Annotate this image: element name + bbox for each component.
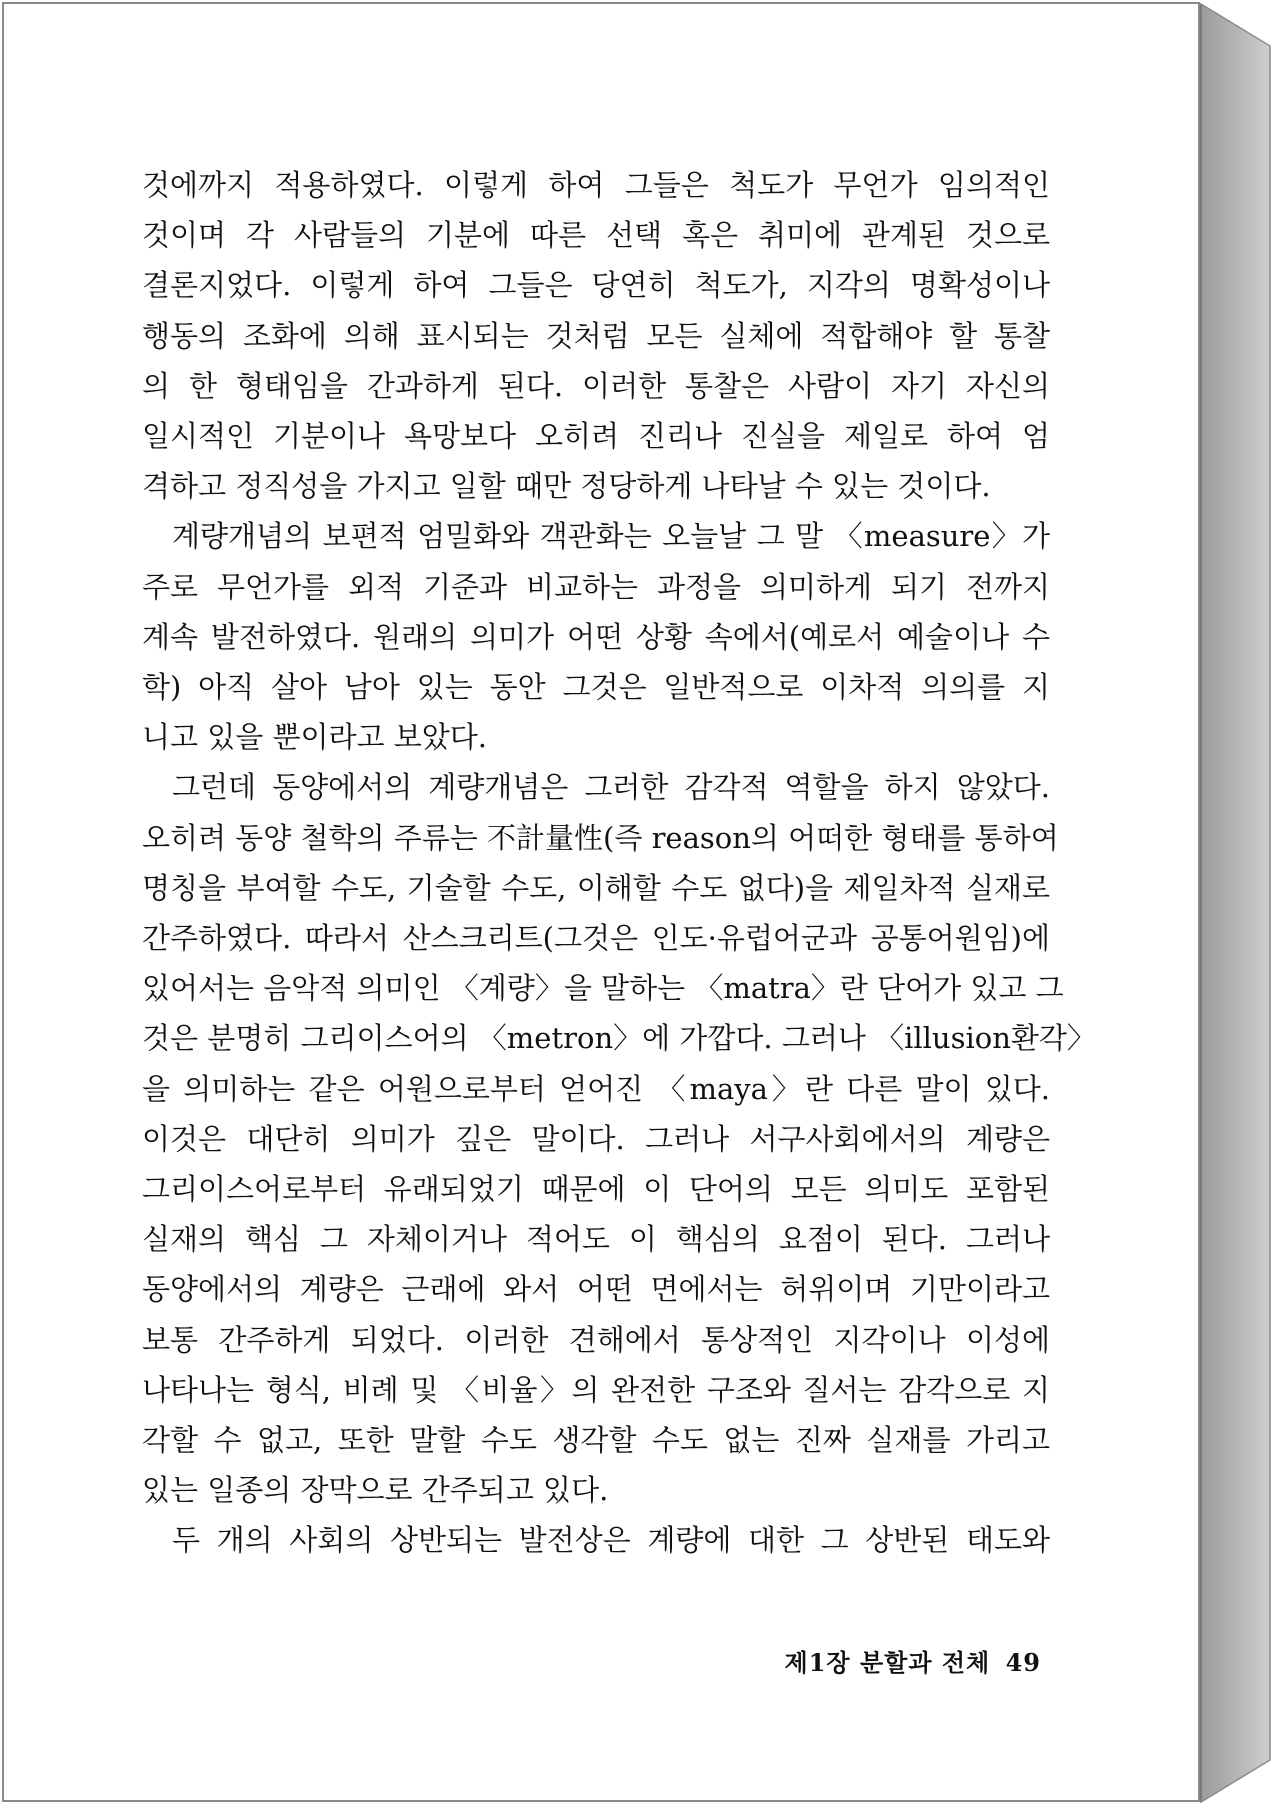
text-line: 간주하였다. 따라서 산스크리트(그것은 인도·유럽어군과 공통어원임)에 xyxy=(142,921,1050,956)
page-number: 49 xyxy=(1005,1648,1041,1677)
text-line: 계속 발전하였다. 원래의 의미가 어떤 상황 속에서(예로서 예술이나 수 xyxy=(142,619,1050,654)
body-text xyxy=(142,160,1096,1566)
text-line: 오히려 동양 철학의 주류는 不計量性(즉 reason의 어떠한 형태를 통하여 xyxy=(142,820,1059,855)
text-line: 니고 있을 뿐이라고 보았다. xyxy=(142,720,488,755)
text-line: 두 개의 사회의 상반되는 발전상은 계량에 대한 그 상반된 태도와 xyxy=(172,1523,1050,1558)
text-line: 것이며 각 사람들의 기분에 따른 선택 혹은 취미에 관계된 것으로 xyxy=(142,218,1050,253)
text-line: 을 의미하는 같은 어원으로부터 얻어진 〈maya〉란 다른 말이 있다. xyxy=(142,1071,1050,1106)
text-line: 실재의 핵심 그 자체이거나 적어도 이 핵심의 요점이 된다. 그러나 xyxy=(142,1222,1050,1257)
text-line: 일시적인 기분이나 욕망보다 오히려 진리나 진실을 제일로 하여 엄 xyxy=(142,419,1050,454)
text-line: 명칭을 부여할 수도, 기술할 수도, 이해할 수도 없다)을 제일차적 실재로 xyxy=(142,870,1050,905)
text-line: 학) 아직 살아 남아 있는 동안 그것은 일반적으로 이차적 의의를 지 xyxy=(142,670,1050,705)
text-line: 있는 일종의 장막으로 간주되고 있다. xyxy=(142,1473,609,1508)
text-line: 그리이스어로부터 유래되었기 때문에 이 단어의 모든 의미도 포함된 xyxy=(142,1172,1050,1207)
text-line: 격하고 정직성을 가지고 일할 때만 정당하게 나타날 수 있는 것이다. xyxy=(142,469,991,504)
text-line: 이것은 대단히 의미가 깊은 말이다. 그러나 서구사회에서의 계량은 xyxy=(142,1121,1050,1156)
text-line: 각할 수 없고, 또한 말할 수도 생각할 수도 없는 진짜 실재를 가리고 xyxy=(142,1423,1050,1458)
text-line: 있어서는 음악적 의미인 〈계량〉을 말하는 〈matra〉란 단어가 있고 그 xyxy=(142,971,1064,1006)
text-line: 것에까지 적용하였다. 이렇게 하여 그들은 척도가 무언가 임의적인 xyxy=(142,168,1050,202)
text-line: 동양에서의 계량은 근래에 와서 어떤 면에서는 허위이며 기만이라고 xyxy=(142,1272,1050,1307)
running-footer xyxy=(785,1643,1041,1678)
text-line: 것은 분명히 그리이스어의 〈metron〉에 가깝다. 그러나 〈illusion환각〉 xyxy=(142,1021,1096,1056)
text-line: 결론지었다. 이렇게 하여 그들은 당연히 척도가, 지각의 명확성이나 xyxy=(142,268,1050,303)
text-line: 보통 간주하게 되었다. 이러한 견해에서 통상적인 지각이나 이성에 xyxy=(142,1322,1050,1357)
text-line: 행동의 조화에 의해 표시되는 것처럼 모든 실체에 적합해야 할 통찰 xyxy=(142,318,1050,353)
text-line: 계량개념의 보편적 엄밀화와 객관화는 오늘날 그 말 〈measure〉가 xyxy=(172,519,1050,554)
text-line: 나타나는 형식, 비례 및 〈비율〉의 완전한 구조와 질서는 감각으로 지 xyxy=(142,1372,1050,1407)
text-line: 그런데 동양에서의 계량개념은 그러한 감각적 역할을 하지 않았다. xyxy=(172,770,1050,805)
text-line: 주로 무언가를 외적 기준과 비교하는 과정을 의미하게 되기 전까지 xyxy=(142,569,1050,604)
text-line: 의 한 형태임을 간과하게 된다. 이러한 통찰은 사람이 자기 자신의 xyxy=(142,368,1050,403)
chapter-title: 제1장 분할과 전체 xyxy=(784,1648,991,1677)
